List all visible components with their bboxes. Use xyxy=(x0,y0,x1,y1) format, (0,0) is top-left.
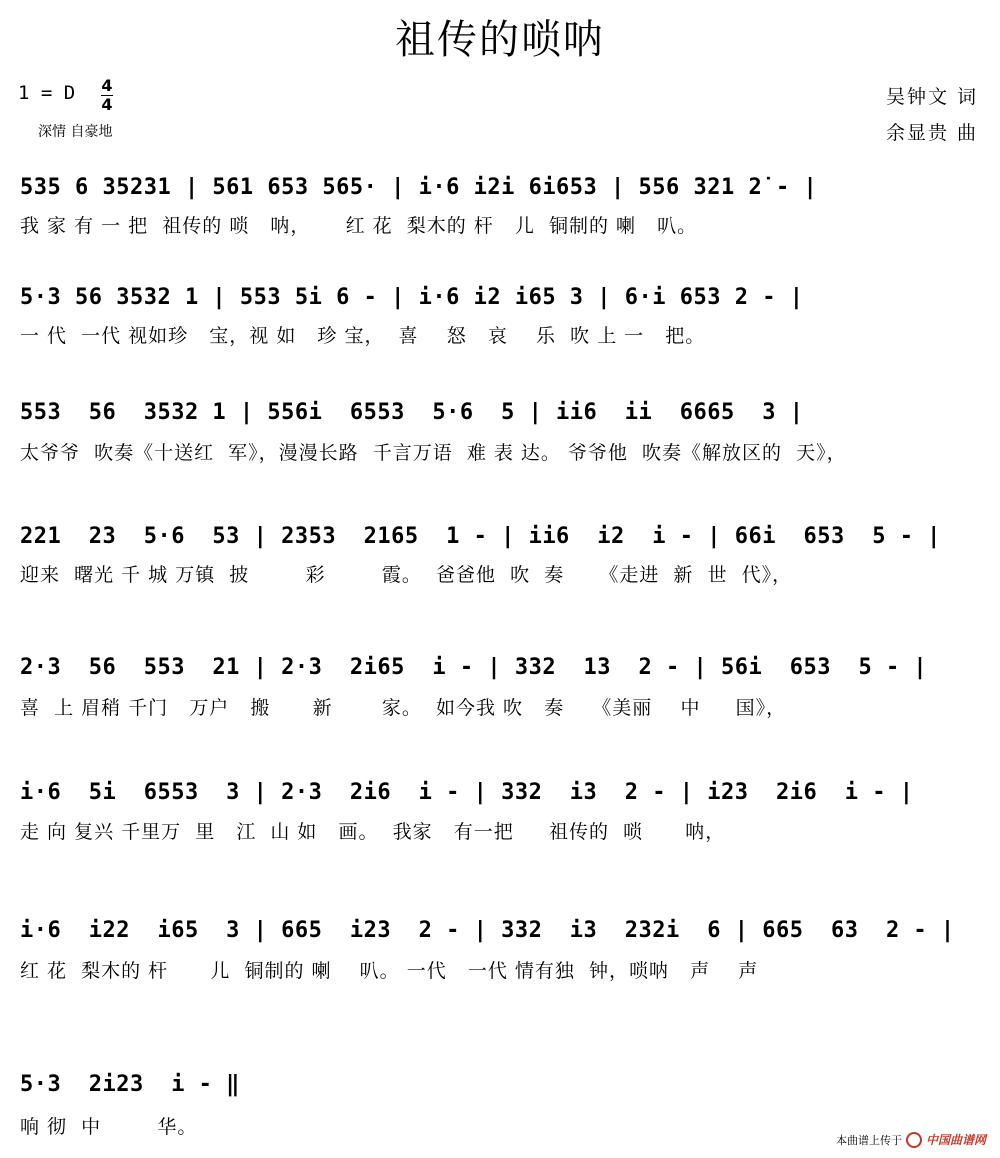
composer: 余显贵 曲 xyxy=(885,122,978,144)
lyric-line: 响 彻 中 华。 xyxy=(20,1116,198,1138)
time-signature-top: 4 xyxy=(101,76,113,95)
song-title: 祖传的唢呐 xyxy=(395,17,605,63)
lyric-line: 喜 上 眉稍 千门 万户 搬 新 家。 如今我 吹 奏 《美丽 中 国》， xyxy=(20,697,787,719)
lyric-line: 一 代 一代 视如珍 宝，视 如 珍 宝， 喜 怒 哀 乐 吹 上 一 把。 xyxy=(20,325,706,347)
notation-line: 535 6 35231 | 561 653 565· | i·6 i2i 6i653 | 556 321 2̇ - | xyxy=(20,175,818,200)
notation-line: i·6 5i 6553 3 | 2·3 2i6 i - | 332 i3 2 - | i23 2i6 i - | xyxy=(20,780,914,805)
notation-line: i·6 i22 i65 3 | 665 i23 2 - | 332 i3 232i 6 | 665 63 2 - | xyxy=(20,918,955,943)
lyric-line: 太爷爷 吹奏《十送红 军》，漫漫长路 千言万语 难 表 达。 爷爷他 吹奏《解放区的 天》， xyxy=(20,442,847,464)
lyric-line: 我 家 有 一 把 祖传的 唢 呐， 红 花 梨木的 杆 儿 铜制的 喇 叭。 xyxy=(20,215,698,237)
lyricist: 吴钟文 词 xyxy=(885,86,978,108)
lyric-line: 红 花 梨木的 杆 儿 铜制的 喇 叭。 一代 一代 情有独 钟，唢呐 声 声 xyxy=(20,960,759,982)
footer-credit xyxy=(836,1131,986,1148)
footer-text: 本曲谱上传于 xyxy=(835,1133,902,1147)
time-signature-bottom: 4 xyxy=(101,95,113,114)
tempo-marking: 深情 自豪地 xyxy=(38,124,113,140)
lyric-line: 走 向 复兴 千里万 里 江 山 如 画。 我家 有一把 祖传的 唢 呐， xyxy=(20,821,726,843)
notation-line: 5·3 56 3532 1 | 553 5i 6 - | i·6 i2 i65 3 | 6·i 653 2 - | xyxy=(20,285,804,310)
notation-line: 221 23 5·6 53 | 2353 2165 1 - | ii6 i2 i - | 66i 653 5 - | xyxy=(20,524,941,549)
notation-line: 5·3 2i23 i - ‖ xyxy=(20,1072,240,1097)
key-signature: 1 = D xyxy=(18,82,76,104)
site-logo-icon xyxy=(906,1132,922,1148)
lyric-line: 迎来 曙光 千 城 万镇 披 彩 霞。 爸爸他 吹 奏 《走进 新 世 代》， xyxy=(20,564,793,586)
notation-line: 2·3 56 553 21 | 2·3 2i65 i - | 332 13 2 - | 56i 653 5 - | xyxy=(20,655,928,680)
notation-line: 553 56 3532 1 | 556i 6553 5·6 5 | ii6 ii 6665 3 | xyxy=(20,400,804,425)
site-logo[interactable]: 中国曲谱网 xyxy=(925,1133,986,1147)
time-signature xyxy=(101,78,113,113)
